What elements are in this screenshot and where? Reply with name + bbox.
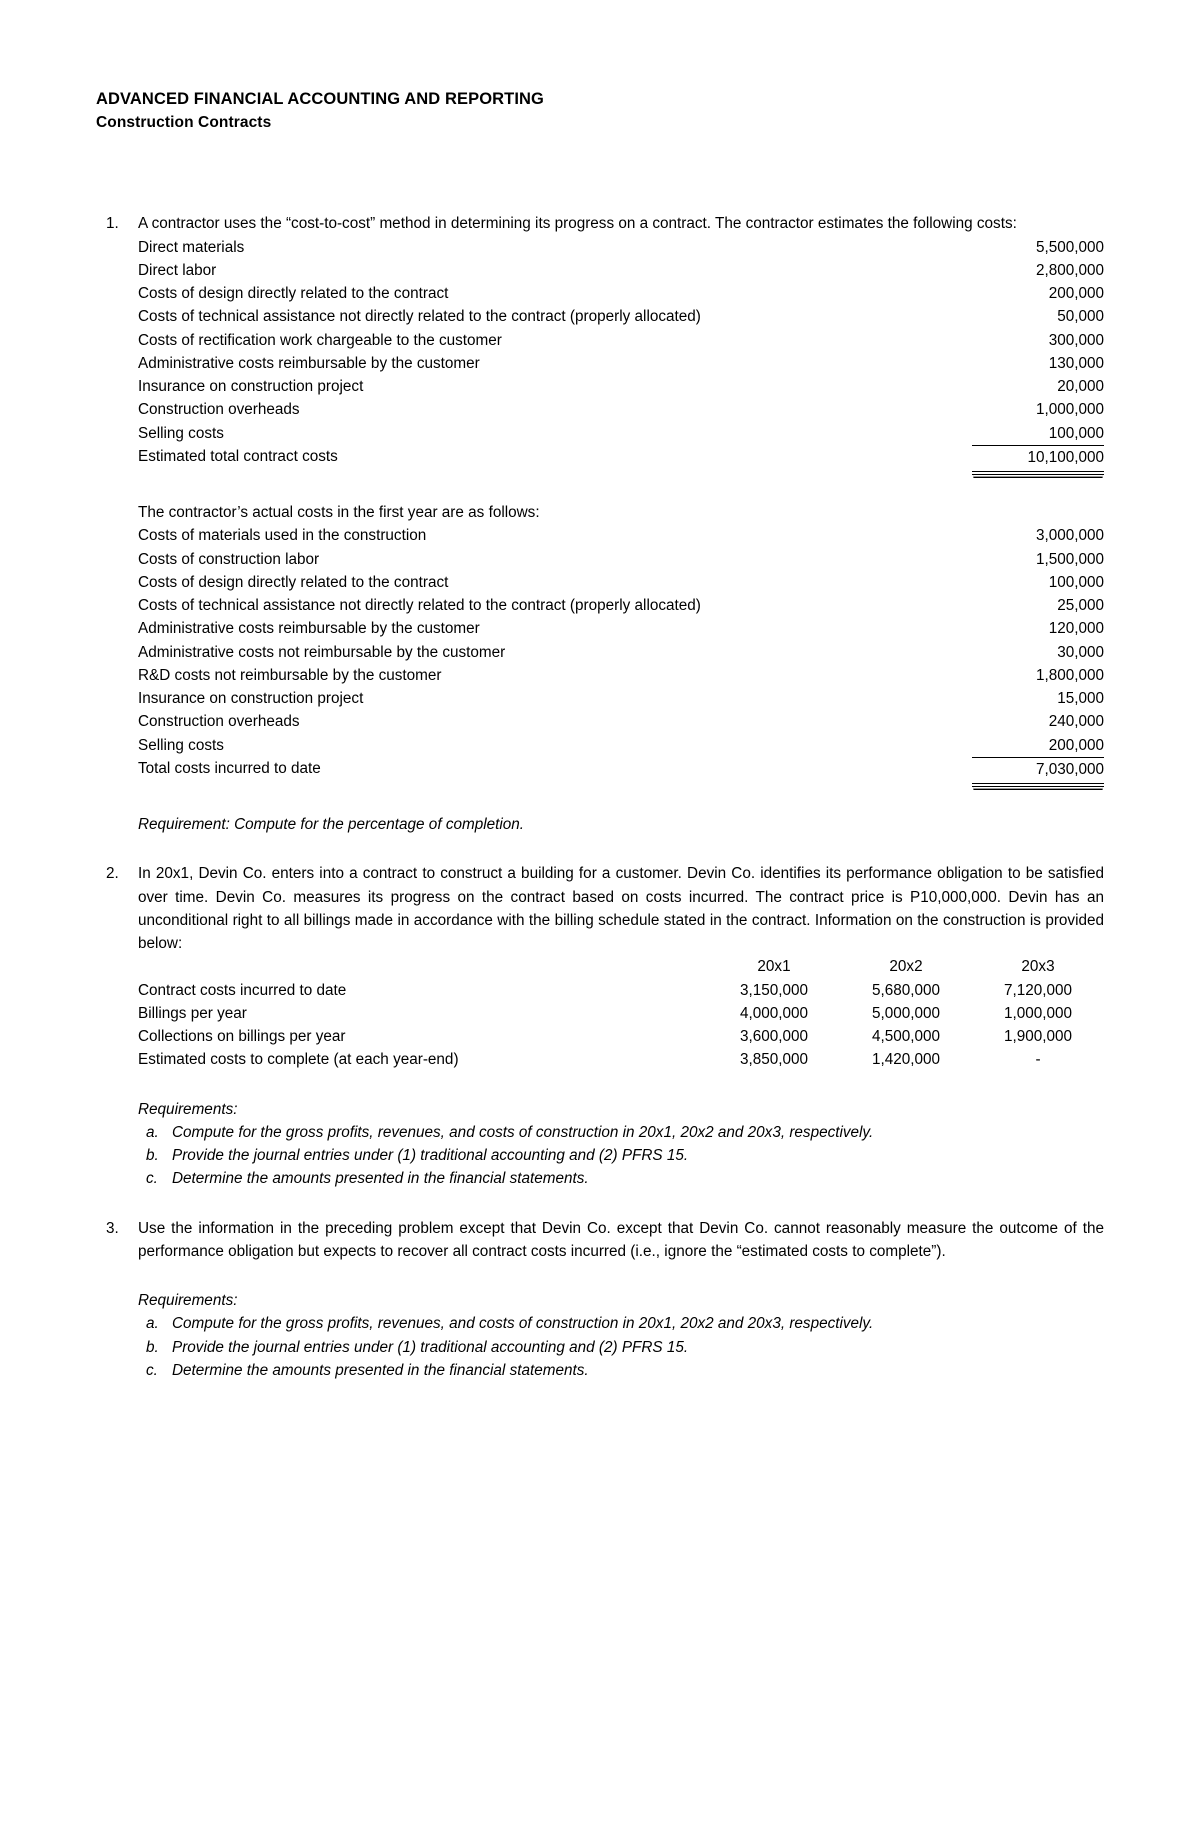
table-row [138,259,1104,282]
row-label: Collections on billings per year [138,1028,346,1046]
table-row [138,979,1104,1002]
cost-label: Selling costs [138,424,224,442]
table-row [138,305,1104,328]
table-row [138,524,1104,547]
row-label: Estimated costs to complete (at each year-end) [138,1051,459,1069]
cost-amount: 300,000 [1048,331,1104,349]
cost-amount: 100,000 [1048,573,1104,591]
cost-label: Administrative costs reimbursable by the customer [138,354,480,372]
problem-3-requirements-list [138,1312,1104,1382]
cost-label: Administrative costs reimbursable by the customer [138,620,480,638]
problem-2-number: 2. [106,865,119,883]
cost-label: Costs of design directly related to the contract [138,285,449,303]
document-header [96,88,1104,134]
cost-amount: 200,000 [1048,285,1104,303]
table-row [138,398,1104,421]
problem-3-intro: Use the information in the preceding problem except that Devin Co. except that Devin Co. cannot reasonably measure the outcome of the performance obligation but expects to recover all contract costs incurred (i.e., ignore the “estimated costs to complete”). [138,1219,1104,1260]
problem-3-number: 3. [106,1219,119,1237]
cost-label: Costs of design directly related to the contract [138,573,449,591]
section-gap [138,475,1104,501]
list-item [138,1121,1104,1144]
row-value: 3,850,000 [739,1051,809,1069]
table-row [138,1025,1104,1048]
cost-amount: 1,500,000 [1035,550,1104,568]
problem-gap [96,836,1104,862]
cost-amount: 1,000,000 [1035,401,1104,419]
problem-3-body [138,1217,1104,1383]
requirement-letter: c. [146,1361,158,1379]
table-row [138,687,1104,710]
page-title: ADVANCED FINANCIAL ACCOUNTING AND REPORTING [96,90,544,108]
cost-amount: 30,000 [1057,643,1104,661]
table-header-row [138,955,1104,978]
requirement-letter: b. [146,1147,159,1165]
row-value: 3,600,000 [739,1028,809,1046]
table-row [138,236,1104,259]
table-row [138,1048,1104,1071]
table-row [138,375,1104,398]
list-item [138,1336,1104,1359]
cost-label: Costs of technical assistance not directly related to the contract (properly allocated) [138,308,701,326]
cost-label: Administrative costs not reimbursable by the customer [138,643,506,661]
row-label: Contract costs incurred to date [138,981,347,999]
row-value: 3,150,000 [739,981,809,999]
row-value: 4,500,000 [871,1028,941,1046]
cost-amount: 25,000 [1057,597,1104,615]
table-row [138,594,1104,617]
requirement-text: Compute for the gross profits, revenues, and costs of construction in 20x1, 20x2 and 20x3, respectively. [172,1123,874,1141]
header-gap [96,134,1104,212]
problem-3-requirements-title: Requirements: [138,1292,238,1310]
cost-amount: 100,000 [972,422,1104,446]
column-header-20x2: 20x2 [889,958,923,976]
total-label: Estimated total contract costs [138,448,338,466]
problem-2 [96,862,1104,1190]
cost-label: R&D costs not reimbursable by the customer [138,666,442,684]
requirement-text: Compute for the gross profits, revenues, and costs of construction in 20x1, 20x2 and 20x3, respectively. [172,1315,874,1333]
table-row-total [138,757,1104,786]
table-row [138,710,1104,733]
table-row [138,282,1104,305]
cost-label: Direct labor [138,261,217,279]
table-row-total [138,445,1104,474]
total-amount-value: 7,030,000 [972,758,1104,784]
cost-label: Costs of rectification work chargeable to the customer [138,331,502,349]
table-row [138,329,1104,352]
row-value: 4,000,000 [739,1004,809,1022]
table-row [138,1002,1104,1025]
table-row [138,617,1104,640]
section-gap [138,787,1104,813]
cost-label: Construction overheads [138,401,300,419]
column-header-20x3: 20x3 [1021,958,1055,976]
cost-amount: 200,000 [972,734,1104,758]
section-gap [138,1263,1104,1289]
cost-amount: 50,000 [1057,308,1104,326]
row-value: 5,680,000 [871,981,941,999]
cost-label: Insurance on construction project [138,690,364,708]
table-row [138,548,1104,571]
contract-data-table [138,955,1104,1071]
section-gap [138,1072,1104,1098]
list-item [138,1144,1104,1167]
cost-label: Construction overheads [138,713,300,731]
problem-3 [96,1217,1104,1383]
total-amount-value: 10,100,000 [972,446,1104,472]
requirement-letter: a. [146,1123,159,1141]
cost-amount: 1,800,000 [1035,666,1104,684]
row-value: 1,900,000 [1003,1028,1073,1046]
actual-costs-intro: The contractor’s actual costs in the first year are as follows: [138,504,540,522]
problem-1-number: 1. [106,215,119,233]
cost-amount: 20,000 [1057,378,1104,396]
page-subtitle: Construction Contracts [96,113,272,131]
requirement-letter: c. [146,1170,158,1188]
problem-2-requirements-list [138,1121,1104,1191]
row-value: 5,000,000 [871,1004,941,1022]
requirement-text: Provide the journal entries under (1) traditional accounting and (2) PFRS 15. [172,1147,689,1165]
actual-costs-table [138,524,1104,787]
cost-label: Insurance on construction project [138,378,364,396]
cost-amount: 240,000 [1048,713,1104,731]
list-item [138,1167,1104,1190]
table-row [138,734,1104,758]
cost-amount: 3,000,000 [1035,527,1104,545]
cost-label: Direct materials [138,238,245,256]
requirement-text: Provide the journal entries under (1) traditional accounting and (2) PFRS 15. [172,1338,689,1356]
problem-1 [96,212,1104,836]
total-label: Total costs incurred to date [138,760,321,778]
cost-amount: 130,000 [1048,354,1104,372]
list-item [138,1312,1104,1335]
problem-gap [96,1191,1104,1217]
column-header-20x1: 20x1 [757,958,791,976]
cost-label: Selling costs [138,736,224,754]
problem-1-body [138,212,1104,836]
cost-amount: 2,800,000 [1035,261,1104,279]
row-value: - [1035,1051,1041,1069]
row-label: Billings per year [138,1004,247,1022]
problem-2-requirements-title: Requirements: [138,1100,238,1118]
row-value: 1,420,000 [871,1051,941,1069]
total-amount [972,757,1104,786]
requirement-text: Determine the amounts presented in the financial statements. [172,1361,589,1379]
list-item [138,1359,1104,1382]
cost-label: Costs of materials used in the construction [138,527,427,545]
cost-label: Costs of construction labor [138,550,320,568]
table-row [138,422,1104,446]
cost-amount: 5,500,000 [1035,238,1104,256]
problem-1-intro: A contractor uses the “cost-to-cost” method in determining its progress on a contract. The contractor estimates the following costs: [138,215,1017,233]
requirement-letter: a. [146,1315,159,1333]
estimated-costs-table [138,236,1104,476]
requirement-letter: b. [146,1338,159,1356]
table-row [138,664,1104,687]
row-value: 1,000,000 [1003,1004,1073,1022]
problem-1-requirement: Requirement: Compute for the percentage of completion. [138,816,525,834]
requirement-text: Determine the amounts presented in the financial statements. [172,1170,589,1188]
cost-amount: 120,000 [1048,620,1104,638]
table-row [138,571,1104,594]
problem-2-body [138,862,1104,1190]
table-row [138,352,1104,375]
column-header-blank [138,955,708,978]
table-row [138,641,1104,664]
problem-2-intro: In 20x1, Devin Co. enters into a contract to construct a building for a customer. Devin Co. identifies its performance obligation to be satisfied over time. Devin Co. measures its progress on the contract based on costs incurred. The contract price is P10,000,000. Devin has an unconditional right to all billings made in accordance with the billing schedule stated in the contract. Information on the construction is provided below: [138,865,1104,953]
cost-amount: 15,000 [1057,690,1104,708]
total-amount [972,445,1104,474]
row-value: 7,120,000 [1003,981,1073,999]
cost-label: Costs of technical assistance not directly related to the contract (properly allocated) [138,597,701,615]
